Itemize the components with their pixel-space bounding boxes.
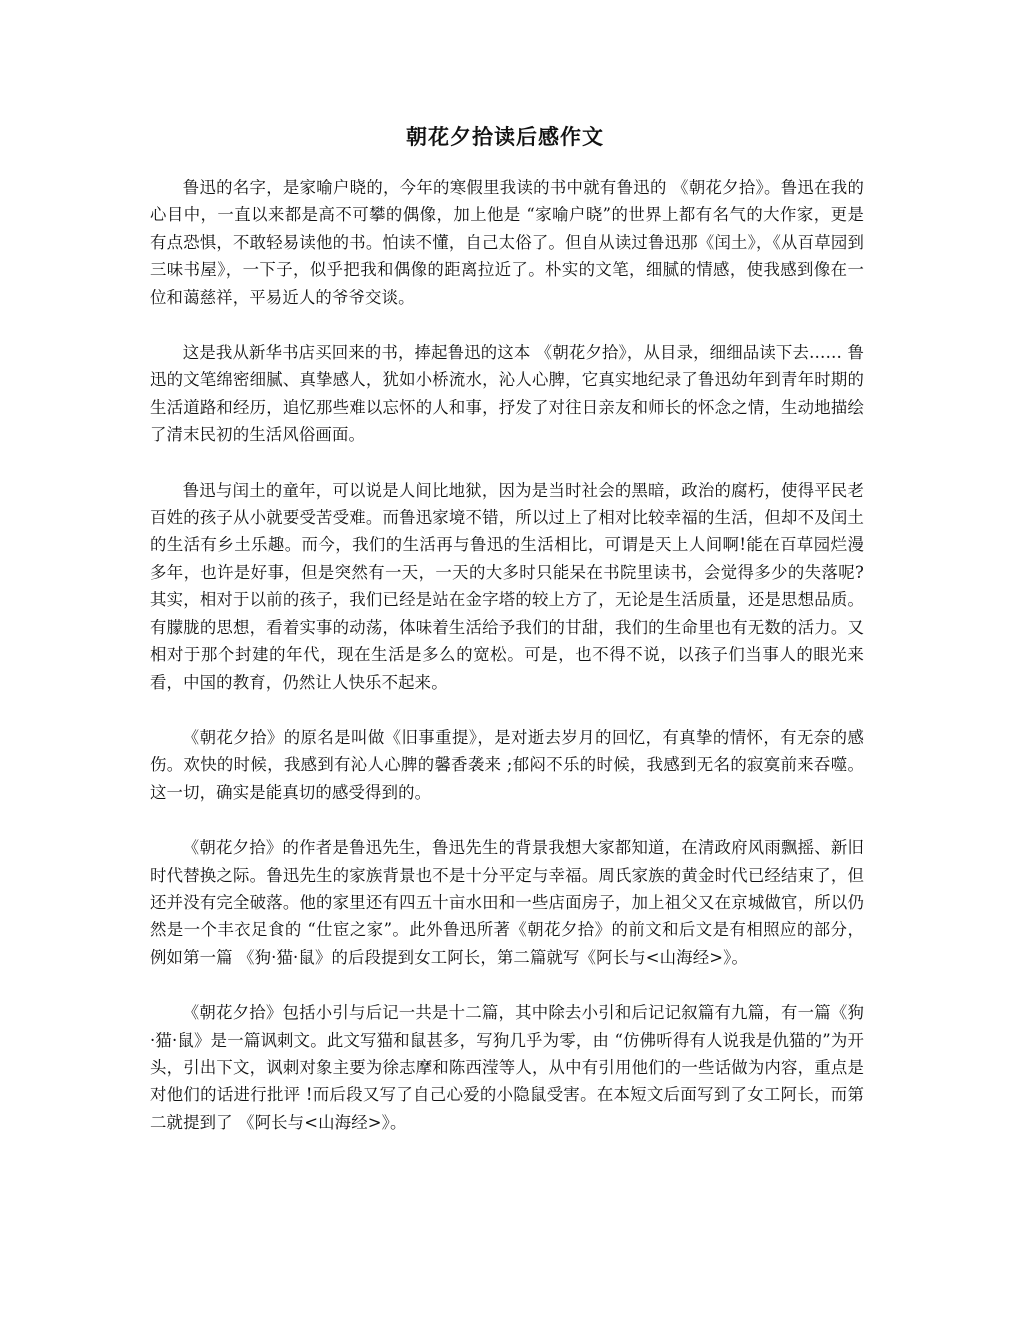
paragraph-1: 鲁迅的名字，是家喻户晓的，今年的寒假里我读的书中就有鲁迅的 《朝花夕拾》。鲁迅在我的心目中，一直以来都是高不可攀的偶像，加上他是 “家喻户晓”的世界上都有名气的大作家，更是有点恐惧，不敢轻易读他的书。怕读不懂，自己太俗了。但自从读过鲁迅那《闰土》，《从百草园到三味书屋》，一下子，似乎把我和偶像的距离拉近了。朴实的文笔，细腻的情感，使我感到像在一位和蔼慈祥，平易近人的爷爷交谈。 (150, 178, 864, 307)
document-title: 朝花夕拾读后感作文 (406, 125, 604, 149)
paragraph-4: 《朝花夕拾》的原名是叫做《旧事重提》，是对逝去岁月的回忆，有真挚的情怀，有无奈的感伤。欢快的时候，我感到有沁人心脾的馨香袭来 ;郁闷不乐的时候，我感到无名的寂寞前来吞噬。这一切，确实是能真切的感受得到的。 (150, 727, 864, 802)
document-body (150, 174, 864, 1164)
paragraph-6: 《朝花夕拾》包括小引与后记一共是十二篇，其中除去小引和后记记叙篇有九篇，有一篇《狗·猫·鼠》是一篇讽刺文。此文写猫和鼠甚多，写狗几乎为零，由 “仿佛听得有人说我是仇猫的”为开头，引出下文，讽刺对象主要为徐志摩和陈西滢等人，从中有引用他们的一些话做为内容，重点是对他们的话进行批评 !而后段又写了自己心爱的小隐鼠受害。在本短文后面写到了女工阿长，而第二就提到了 《阿长与<山海经>》。 (150, 1003, 864, 1132)
paragraph-3: 鲁迅与闰土的童年，可以说是人间比地狱，因为是当时社会的黑暗，政治的腐朽，使得平民老百姓的孩子从小就要受苦受难。而鲁迅家境不错，所以过上了相对比较幸福的生活，但却不及闰土的生活有乡土乐趣。而今，我们的生活再与鲁迅的生活相比，可谓是天上人间啊!能在百草园烂漫多年，也许是好事，但是突然有一天，一天的大多时只能呆在书院里读书，会觉得多少的失落呢?其实，相对于以前的孩子，我们已经是站在金字塔的较上方了，无论是生活质量，还是思想品质。有朦胧的思想，看着实事的动荡，体味着生活给予我们的甘甜，我们的生命里也有无数的活力。又相对于那个封建的年代，现在生活是多么的宽松。可是，也不得不说，以孩子们当事人的眼光来看，中国的教育，仍然让人快乐不起来。 (150, 480, 864, 692)
paragraph-5: 《朝花夕拾》的作者是鲁迅先生，鲁迅先生的背景我想大家都知道，在清政府风雨飘摇、新旧时代替换之际。鲁迅先生的家族背景也不是十分平定与幸福。周氏家族的黄金时代已经结束了，但还并没有完全破落。他的家里还有四五十亩水田和一些店面房子，加上祖父又在京城做官，所以仍然是一个丰衣足食的 “仕宦之家”。此外鲁迅所著《朝花夕拾》的前文和后文是有相照应的部分，例如第一篇 《狗·猫·鼠》的后段提到女工阿长，第二篇就写《阿长与<山海经>》。 (150, 838, 864, 967)
paragraph-2: 这是我从新华书店买回来的书，捧起鲁迅的这本 《朝花夕拾》，从目录，细细品读下去…… 鲁迅的文笔绵密细腻、真挚感人，犹如小桥流水，沁人心脾，它真实地纪录了鲁迅幼年到青年时期的生活道路和经历，追忆那些难以忘怀的人和事，抒发了对往日亲友和师长的怀念之情，生动地描绘了清末民初的生活风俗画面。 (150, 343, 864, 445)
